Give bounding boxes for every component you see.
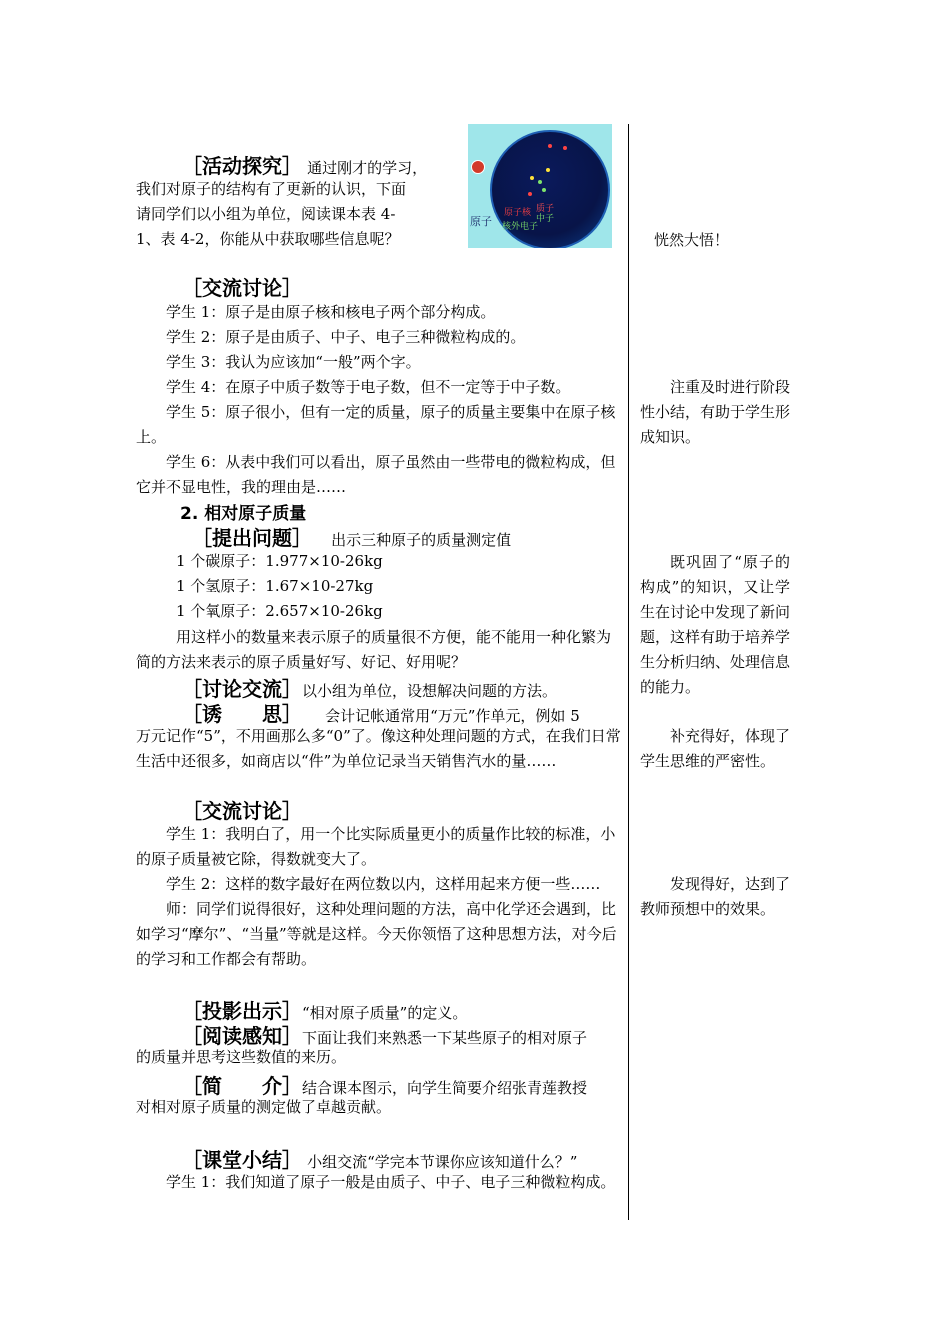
summary-line — [182, 1144, 577, 1173]
intro-text-2: 对相对原子质量的测定做了卓越贡献。 — [136, 1098, 392, 1116]
projection-heading: ［投影出示］ — [182, 999, 302, 1023]
particle-dot — [538, 180, 542, 184]
label-atom: 原子 — [470, 215, 492, 228]
reading-heading: ［阅读感知］ — [182, 1024, 302, 1048]
column-divider — [628, 124, 629, 1220]
discuss3-teacher: 师：同学们说得很好，这种处理问题的方法，高中化学还会遇到，比如学习“摩尔”、“当量”等就是这样。今天你领悟了这种思想方法，对今后的学习和工作都会有帮助。 — [136, 900, 617, 968]
activity-text-2: 我们对原子的结构有了更新的认识，下面 — [136, 180, 407, 198]
discuss1-student2: 学生 2：原子是由质子、中子、电子三种微粒构成的。 — [166, 328, 526, 346]
reading-text-2: 的质量并思考这些数值的来历。 — [136, 1048, 347, 1066]
discuss3-student2: 学生 2：这样的数字最好在两位数以内，这样用起来方便一些…… — [166, 875, 601, 893]
discuss2-heading: ［讨论交流］ — [182, 677, 302, 701]
question-follow — [136, 625, 622, 675]
discuss1-student4: 学生 4：在原子中质子数等于电子数，但不一定等于中子数。 — [166, 378, 571, 396]
question-follow-text: 用这样小的数量来表示原子的质量很不方便，能不能用一种化繁为简的方法来表示的原子质量好写、好记、好用呢？ — [136, 628, 612, 671]
reading-line — [182, 1020, 587, 1049]
label-nucleus: 原子核 — [504, 208, 532, 218]
activity-text-1: 通过刚才的学习， — [307, 159, 428, 177]
discuss3-heading: ［交流讨论］ — [182, 799, 302, 823]
note-5: 发现得好，达到了教师预想中的效果。 — [640, 875, 791, 918]
summary-text: 小组交流“学完本节课你应该知道什么？” — [307, 1153, 578, 1171]
summary-body — [136, 1170, 622, 1195]
activity-heading: ［活动探究］ — [182, 154, 302, 178]
discuss1-student5: 学生 5：原子很小，但有一定的质量，原子的质量主要集中在原子核上。 — [136, 403, 616, 446]
projection-text: “相对原子质量”的定义。 — [302, 1004, 468, 1022]
particle-dot — [563, 146, 567, 150]
note-4: 补充得好，体现了学生思维的严密性。 — [640, 727, 791, 770]
particle-dot — [530, 176, 534, 180]
discuss1-heading: ［交流讨论］ — [182, 276, 302, 300]
summary-student1: 学生 1：我们知道了原子一般是由质子、中子、电子三种微粒构成。 — [166, 1173, 616, 1191]
inspire-line — [182, 698, 580, 727]
reading-text-1: 下面让我们来熟悉一下某些原子的相对原子 — [302, 1029, 588, 1047]
carbon-mass: 1 个碳原子：1.977×10-26kg — [176, 552, 383, 570]
note-3: 既巩固了“原子的构成”的知识，又让学生在讨论中发现了新问题，这样有助于培养学生分析归纳、处理信息的能力。 — [640, 553, 791, 696]
discuss3-body — [136, 822, 622, 972]
intro-text-1: 结合课本图示，向学生简要介绍张青莲教授 — [302, 1079, 588, 1097]
inspire-body — [136, 724, 622, 774]
discuss2-text: 以小组为单位，设想解决问题的方法。 — [302, 682, 558, 700]
activity-text-3: 请同学们以小组为单位，阅读课本表 4- — [136, 205, 396, 223]
particle-dot — [528, 192, 532, 196]
atom-red-dot — [471, 160, 485, 174]
inspire-heading: ［诱 思］ — [182, 702, 302, 726]
label-electron: 核外电子 — [502, 222, 539, 232]
oxygen-mass: 1 个氧原子：2.657×10-26kg — [176, 602, 383, 620]
inspire-text-1: 会计记帐通常用“万元”作单元，例如 5 — [325, 707, 580, 725]
note-2: 注重及时进行阶段性小结，有助于学生形成知识。 — [640, 378, 791, 446]
atom-structure-image — [468, 124, 612, 248]
summary-heading: ［课堂小结］ — [182, 1148, 302, 1172]
particle-dot — [546, 168, 550, 172]
discuss3-student1: 学生 1：我明白了，用一个比实际质量更小的质量作比较的标准，小的原子质量被它除，得数就变大了。 — [136, 825, 616, 868]
section-title: 2. 相对原子质量 — [180, 504, 307, 524]
activity-text-4: 1、表 4-2，你能从中获取哪些信息呢？ — [136, 230, 400, 248]
label-proton: 质子 — [536, 204, 555, 214]
intro-heading: ［简 介］ — [182, 1074, 302, 1098]
discuss1-student1: 学生 1：原子是由原子核和核电子两个部分构成。 — [166, 303, 496, 321]
discuss1-student6: 学生 6：从表中我们可以看出，原子虽然由一些带电的微粒构成，但它并不显电性，我的理由是…… — [136, 453, 616, 496]
inspire-text-2: 万元记作“5”，不用画那么多“0”了。像这种处理问题的方式，在我们日常生活中还很多，如商店以“件”为单位记录当天销售汽水的量…… — [136, 727, 621, 770]
intro-line — [182, 1070, 587, 1099]
activity-header-line — [182, 150, 427, 179]
question-text: 出示三种原子的质量测定值 — [331, 531, 512, 549]
discuss1-body — [136, 300, 622, 500]
particle-dot — [542, 188, 546, 192]
note-1: 恍然大悟！ — [654, 231, 730, 249]
hydrogen-mass: 1 个氢原子：1.67×10-27kg — [176, 577, 374, 595]
label-neutron: 中子 — [536, 214, 555, 224]
particle-dot — [548, 144, 552, 148]
question-header-line — [192, 522, 511, 551]
question-heading: ［提出问题］ — [192, 526, 312, 550]
discuss1-student3: 学生 3：我认为应该加“一般”两个字。 — [166, 353, 421, 371]
